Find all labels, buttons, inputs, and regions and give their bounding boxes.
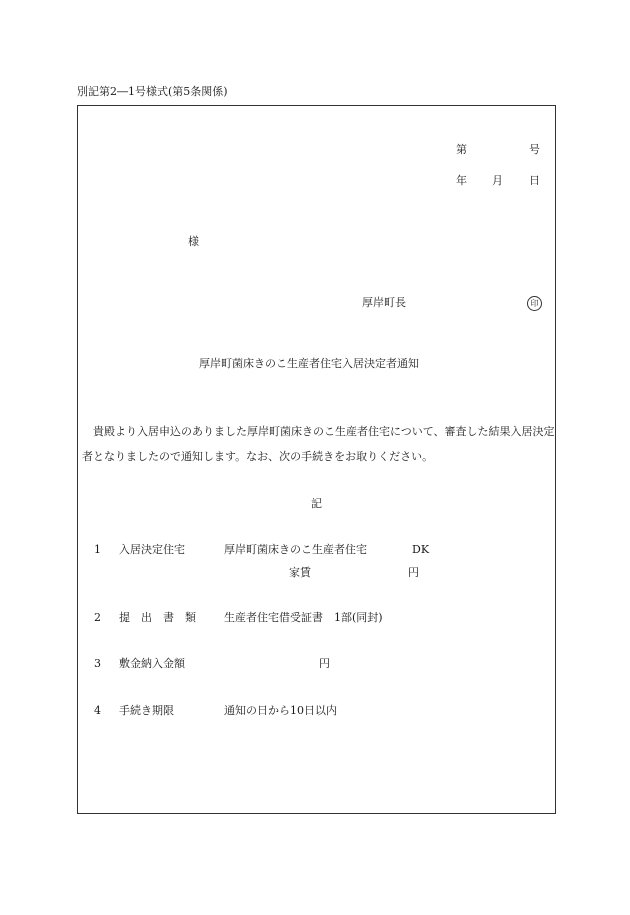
item-4-value: 通知の日から10日以内 <box>224 704 337 717</box>
seal-mark: 印 <box>527 296 542 311</box>
addressee-suffix: 様 <box>188 235 199 248</box>
item-1-number: 1 <box>94 543 101 556</box>
item-2-number: 2 <box>94 611 101 624</box>
date-day: 日 <box>529 174 540 187</box>
item-2-value: 生産者住宅借受証書 1部(同封) <box>224 611 383 624</box>
ki-label: 記 <box>311 497 322 510</box>
number-prefix: 第 <box>456 143 467 156</box>
item-4-label: 手続き期限 <box>119 704 174 717</box>
item-1-dk: DK <box>412 543 430 556</box>
form-label: 別記第2―1号様式(第5条関係) <box>77 85 228 98</box>
item-3-yen: 円 <box>319 657 330 670</box>
document-title: 厚岸町菌床きのこ生産者住宅入居決定者通知 <box>199 357 419 370</box>
item-1-value: 厚岸町菌床きのこ生産者住宅 <box>224 543 367 556</box>
body-text: 貴殿より入居申込のありました厚岸町菌床きのこ生産者住宅について、審査した結果入居決定者となりましたので通知します。なお、次の手続きをお取りください。 <box>82 425 555 463</box>
issuer-name: 厚岸町長 <box>362 296 406 309</box>
item-3-label: 敷金納入金額 <box>119 657 185 670</box>
date-year: 年 <box>456 174 467 187</box>
item-1-rent-unit: 円 <box>408 566 419 579</box>
item-4-number: 4 <box>94 704 101 717</box>
item-3-number: 3 <box>94 657 101 670</box>
item-1-label: 入居決定住宅 <box>119 543 185 556</box>
number-suffix: 号 <box>529 143 540 156</box>
item-2-label: 提 出 書 類 <box>119 611 196 624</box>
date-month: 月 <box>492 174 503 187</box>
item-1-rent-label: 家賃 <box>289 566 311 579</box>
